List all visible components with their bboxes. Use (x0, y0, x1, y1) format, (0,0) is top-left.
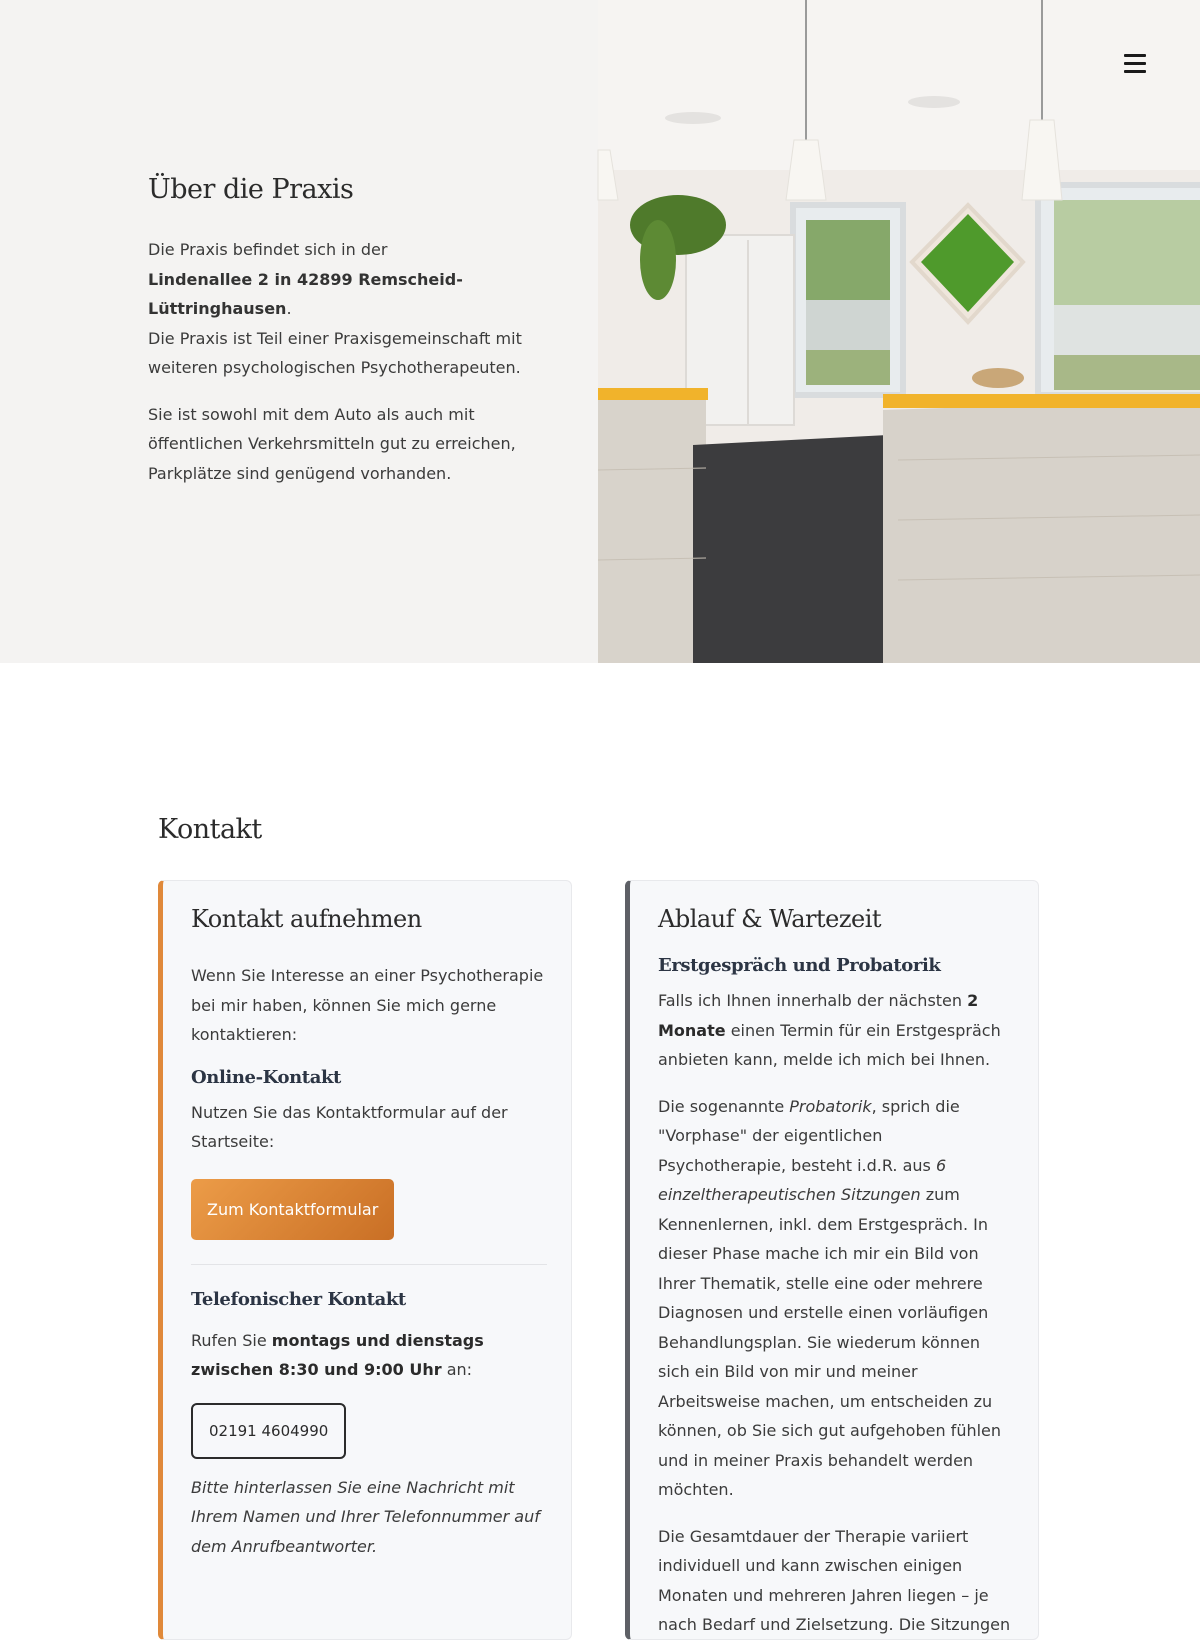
practice-reception-photo (598, 0, 1200, 663)
divider (191, 1264, 547, 1265)
contact-card (158, 880, 572, 1640)
online-contact-text: Nutzen Sie das Kontaktformular auf der Startseite: (191, 1102, 508, 1151)
phone-times: montags und dienstags zwischen 8:30 und 9:00 Uhr (191, 1330, 484, 1379)
probatorik-text: Die sogenannte Probatorik, sprich die "Vorphase" der eigentlichen Psychotherapie, besteht i.d.R. aus 6 einzeltherapeutischen Sitzungen zum Kennenlernen, inkl. dem Erstgespräch. In dieser Phase mache ich mir ein Bild von Ihrer Thematik, stelle eine oder mehrere Diagnosen und erstelle einen vorläufigen Behandlungsplan. Sie wiederum können sich ein Bild von mir und meiner Arbeitsweise machen, um entscheiden zu können, ob Sie sich gut aufgehoben fühlen und in meiner Praxis behandelt werden möchten. (658, 1096, 1002, 1499)
phone-contact-text: Rufen Sie montags und dienstags zwischen 8:30 und 9:00 Uhr an: (191, 1330, 484, 1379)
about-heading: Über die Praxis (148, 174, 354, 205)
phone-number-button[interactable]: 02191 4604990 (191, 1403, 346, 1459)
contact-card-heading: Kontakt aufnehmen (191, 905, 422, 933)
process-card (625, 880, 1039, 1640)
about-intro: Die Praxis befindet sich in der (148, 240, 388, 259)
phone-contact-heading: Telefonischer Kontakt (191, 1288, 406, 1310)
therapy-duration-text: Die Gesamtdauer der Therapie variiert individuell und kann zwischen einigen Monaten und mehreren Jahren liegen – je nach Bedarf und Zielsetzung. Die Sitzungen (658, 1526, 1011, 1634)
waiting-time-text: Falls ich Ihnen innerhalb der nächsten 2 Monate einen Termin für ein Erstgespräch anbieten kann, melde ich mich bei Ihnen. (658, 991, 1001, 1069)
contact-intro: Wenn Sie Interesse an einer Psychotherapie bei mir haben, können Sie mich gerne kontaktieren: (191, 966, 544, 1044)
answering-machine-note: Bitte hinterlassen Sie eine Nachricht mit Ihrem Namen und Ihrer Telefonnummer auf dem Anrufbeantworter. (191, 1477, 540, 1556)
first-session-heading: Erstgespräch und Probatorik (658, 955, 941, 976)
process-card-heading: Ablauf & Wartezeit (658, 905, 882, 933)
online-contact-heading: Online-Kontakt (191, 1066, 341, 1088)
about-address: Lindenallee 2 in 42899 Remscheid-Lüttringhausen (148, 269, 463, 318)
about-more: Die Praxis ist Teil einer Praxisgemeinschaft mit weiteren psychologischen Psychotherapeuten. (148, 328, 522, 377)
waiting-time-value: 2 Monate (658, 991, 979, 1040)
contact-form-button[interactable]: Zum Kontaktformular (191, 1179, 394, 1240)
about-text (148, 174, 528, 505)
about-paragraph-location: Die Praxis befindet sich in der Lindenallee 2 in 42899 Remscheid-Lüttringhausen. Die Praxis ist Teil einer Praxisgemeinschaft mit weiteren psychologischen Psychotherapeuten. (148, 240, 522, 377)
hamburger-menu-icon[interactable] (1120, 49, 1150, 79)
kontakt-heading: Kontakt (158, 814, 262, 845)
about-paragraph-access: Sie ist sowohl mit dem Auto als auch mit öffentlichen Verkehrsmitteln gut zu erreichen, Parkplätze sind genügend vorhanden. (148, 404, 516, 483)
about-section (0, 0, 1200, 663)
